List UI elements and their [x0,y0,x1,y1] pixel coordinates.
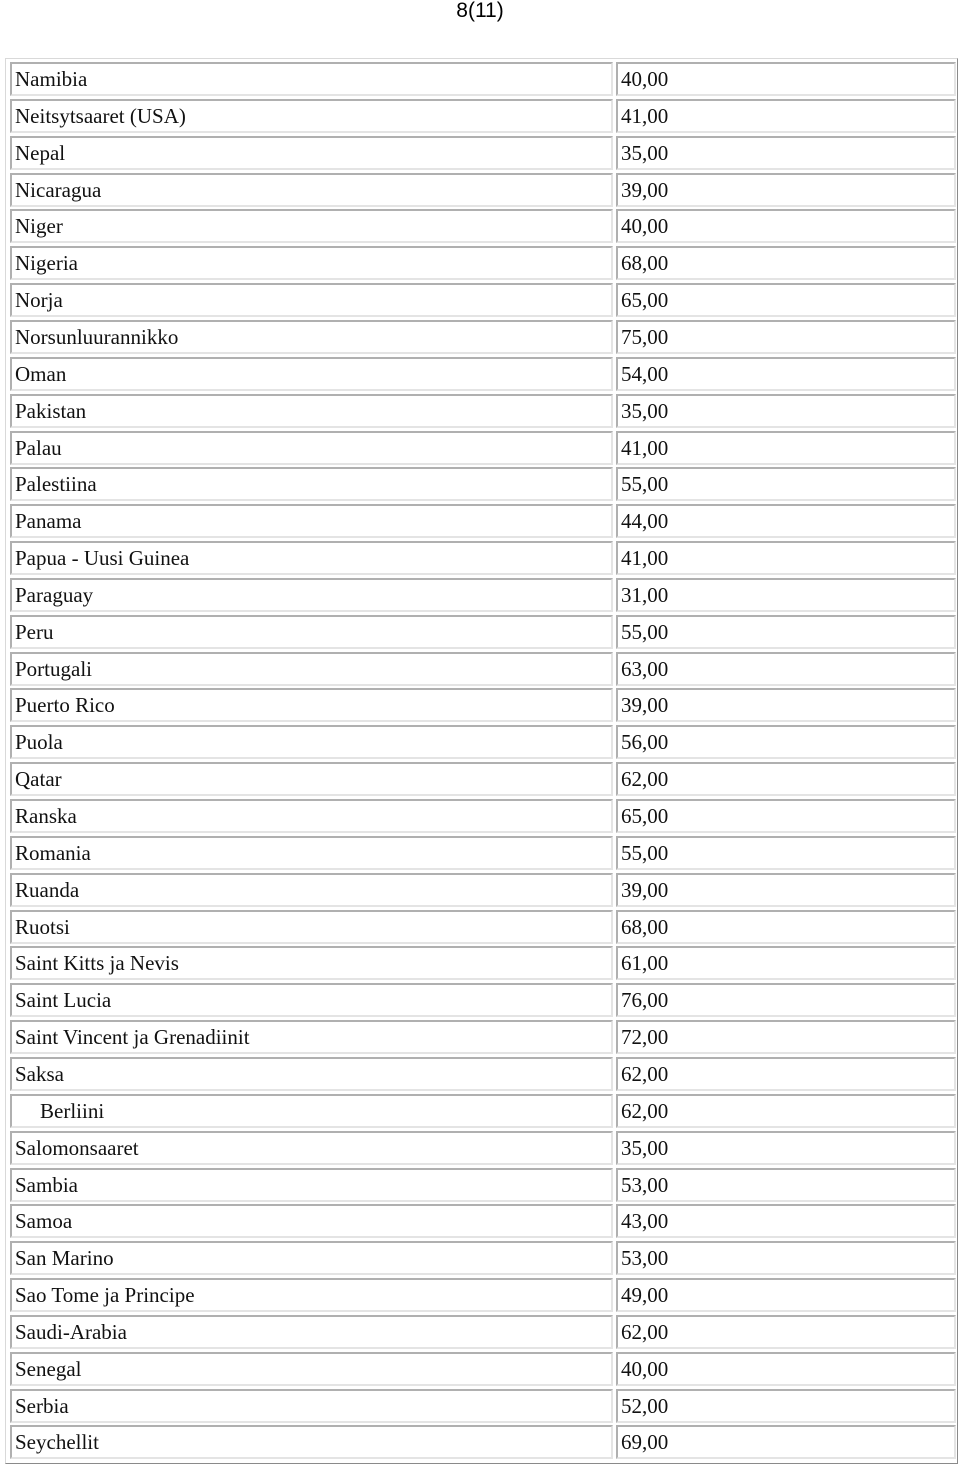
table-row [10,1168,956,1202]
country-name-cell: Pakistan [10,394,613,428]
table-row [10,1389,956,1423]
table-row [10,578,956,612]
value-cell: 55,00 [616,615,956,649]
value-cell: 40,00 [616,209,956,243]
value-cell: 43,00 [616,1204,956,1238]
value-cell: 76,00 [616,983,956,1017]
value-cell: 41,00 [616,99,956,133]
country-name-cell: Puerto Rico [10,688,613,722]
value-cell: 40,00 [616,62,956,96]
country-name-cell: Nicaragua [10,173,613,207]
value-cell: 62,00 [616,762,956,796]
country-name-cell: Nigeria [10,246,613,280]
country-name-cell: Papua - Uusi Guinea [10,541,613,575]
country-name-cell: Oman [10,357,613,391]
table-row [10,1131,956,1165]
value-cell: 62,00 [616,1057,956,1091]
table-row [10,173,956,207]
table-row [10,762,956,796]
country-name-cell: Norsunluurannikko [10,320,613,354]
country-table [5,58,958,1464]
value-cell: 53,00 [616,1241,956,1275]
country-name-cell: Niger [10,209,613,243]
table-row [10,1315,956,1349]
value-cell: 65,00 [616,799,956,833]
value-cell: 55,00 [616,836,956,870]
value-cell: 41,00 [616,431,956,465]
country-name-cell: Norja [10,283,613,317]
table-row [10,688,956,722]
country-name-cell: Sambia [10,1168,613,1202]
country-name-cell: San Marino [10,1241,613,1275]
table-row [10,983,956,1017]
country-name-cell: Saint Kitts ja Nevis [10,946,613,980]
value-cell: 68,00 [616,246,956,280]
value-cell: 31,00 [616,578,956,612]
table-row [10,1425,956,1459]
country-name-cell: Neitsytsaaret (USA) [10,99,613,133]
country-name-cell: Senegal [10,1352,613,1386]
value-cell: 54,00 [616,357,956,391]
country-name-cell: Ruotsi [10,910,613,944]
country-name-cell: Romania [10,836,613,870]
country-name-cell: Saksa [10,1057,613,1091]
value-cell: 40,00 [616,1352,956,1386]
value-cell: 39,00 [616,173,956,207]
table-row [10,910,956,944]
country-name-cell: Ranska [10,799,613,833]
value-cell: 69,00 [616,1425,956,1459]
value-cell: 53,00 [616,1168,956,1202]
value-cell: 63,00 [616,652,956,686]
country-name-cell: Saint Vincent ja Grenadiinit [10,1020,613,1054]
country-name-cell: Berliini [10,1094,613,1128]
value-cell: 35,00 [616,394,956,428]
value-cell: 52,00 [616,1389,956,1423]
table-row [10,541,956,575]
table-row [10,615,956,649]
value-cell: 49,00 [616,1278,956,1312]
value-cell: 62,00 [616,1094,956,1128]
country-name-cell: Sao Tome ja Principe [10,1278,613,1312]
value-cell: 41,00 [616,541,956,575]
value-cell: 68,00 [616,910,956,944]
table-row [10,504,956,538]
table-row [10,652,956,686]
table-row [10,1278,956,1312]
value-cell: 44,00 [616,504,956,538]
country-name-cell: Portugali [10,652,613,686]
country-name-cell: Seychellit [10,1425,613,1459]
table-row [10,209,956,243]
table-row [10,946,956,980]
value-cell: 61,00 [616,946,956,980]
country-name-cell: Qatar [10,762,613,796]
table-row [10,431,956,465]
country-name-cell: Peru [10,615,613,649]
country-name-cell: Nepal [10,136,613,170]
country-name-cell: Puola [10,725,613,759]
table-row [10,1204,956,1238]
value-cell: 55,00 [616,467,956,501]
value-cell: 56,00 [616,725,956,759]
value-cell: 35,00 [616,1131,956,1165]
country-name-cell: Saint Lucia [10,983,613,1017]
country-name-cell: Namibia [10,62,613,96]
table-row [10,467,956,501]
country-name-cell: Ruanda [10,873,613,907]
table-row [10,1241,956,1275]
table-row [10,1057,956,1091]
table-row [10,1020,956,1054]
value-cell: 62,00 [616,1315,956,1349]
country-name-cell: Serbia [10,1389,613,1423]
table-row [10,799,956,833]
table-row [10,725,956,759]
table-row [10,1352,956,1386]
country-name-cell: Panama [10,504,613,538]
table-row [10,1094,956,1128]
value-cell: 75,00 [616,320,956,354]
country-name-cell: Palestiina [10,467,613,501]
value-cell: 39,00 [616,873,956,907]
table-row [10,836,956,870]
country-name-cell: Palau [10,431,613,465]
table-row [10,62,956,96]
country-name-cell: Samoa [10,1204,613,1238]
table-row [10,394,956,428]
table-row [10,283,956,317]
table-row [10,99,956,133]
table-row [10,320,956,354]
value-cell: 35,00 [616,136,956,170]
value-cell: 39,00 [616,688,956,722]
country-name-cell: Paraguay [10,578,613,612]
country-name-cell: Saudi-Arabia [10,1315,613,1349]
table-row [10,873,956,907]
value-cell: 72,00 [616,1020,956,1054]
country-name-cell: Salomonsaaret [10,1131,613,1165]
value-cell: 65,00 [616,283,956,317]
page-number: 8(11) [456,0,504,22]
table-row [10,246,956,280]
table-row [10,357,956,391]
table-row [10,136,956,170]
